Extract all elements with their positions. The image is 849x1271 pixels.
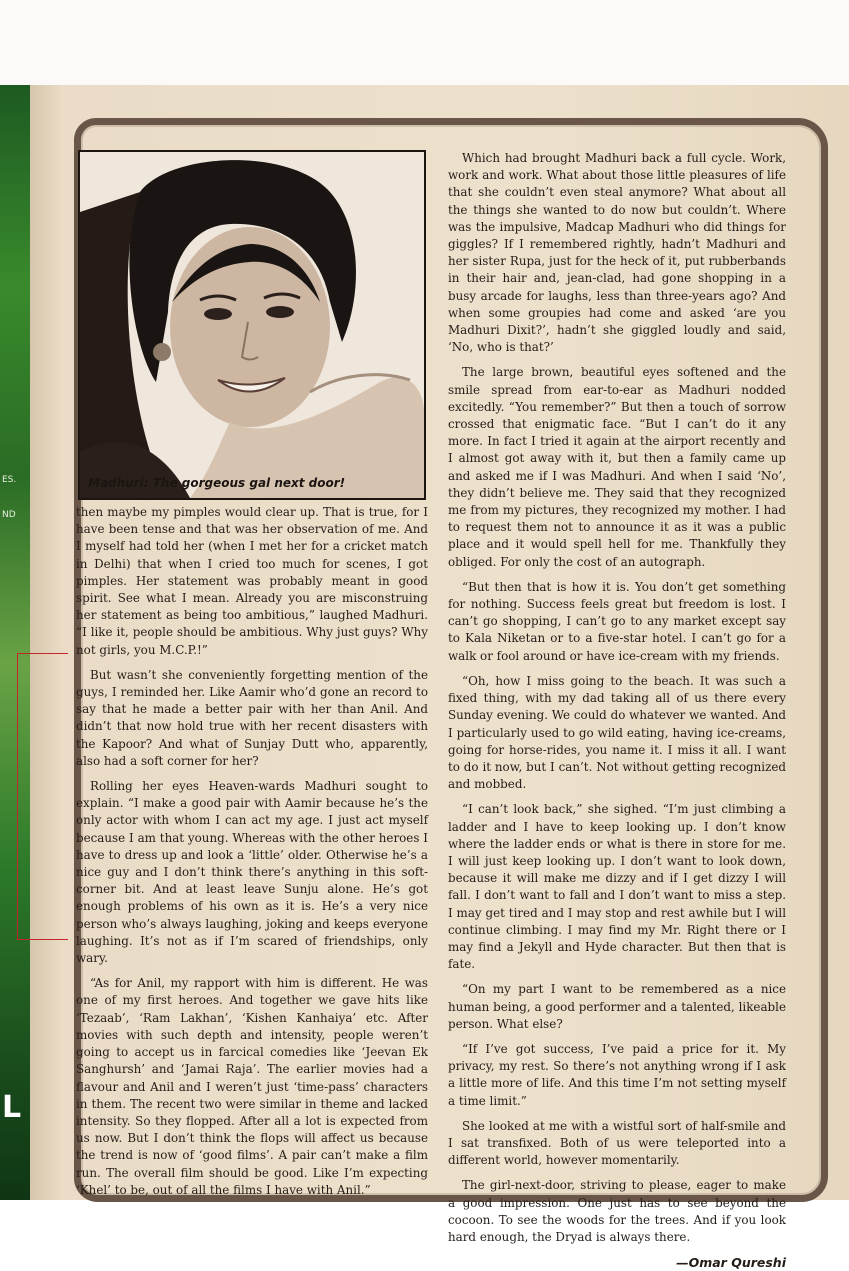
paragraph: Which had brought Madhuri back a full cycle. Work, work and work. What about those little pleasures of life that she couldn’t even steal anymore? What about all the things she wanted to do now but couldn’t. Where was the impulsive, Madcap Madhuri who did things for giggles? If I remembered rightly, hadn’t Madhuri and her sister Rupa, just for the heck of it, put rubberbands in their hair and, jean-clad, had gone shopping in a busy arcade for laughs, less than three-years ago? And when some groupies had come and asked ‘are you Madhuri Dixit?’, hadn’t she giggled loudly and said, ‘No, who is that?’ <box>448 151 786 355</box>
article-body <box>76 150 786 1271</box>
paragraph: “If I’ve got success, I’ve paid a price for it. My privacy, my rest. So there’s not anything wrong if I ask a little more of life. And this time I’m not setting myself a time limit.” <box>448 1041 786 1108</box>
author-byline: —Omar Qureshi <box>676 1255 786 1271</box>
madhuri-portrait <box>78 150 426 500</box>
paragraph: The girl-next-door, striving to please, eager to make a good impression. One just has to see beyond the cocoon. To see the woods for the trees. And if you look hard enough, the Dryad is always there. <box>448 1178 786 1244</box>
paragraph: “As for Anil, my rapport with him is different. He was one of my first heroes. And together we gave hits like ‘Tezaab’, ‘Ram Lakhan’, ‘Kishen Kanhaiya’ etc. After movies with such depth and intensity, people weren’t going to accept us in farcical comedies like ‘Jeevan Ek Sanghursh’ and ‘Jamai Raja’. The earlier movies had a flavour and Anil and I weren’t just ‘time-pass’ characters in them. The recent two were similar in theme and lacked intensity. So they flopped. After all a lot is expected from us now. But I don’t think the flops will affect us because the trend is now of ‘good films’. A pair can’t make a film run. The overall film should be good. Like I’m expecting ‘Khel’ to be, out of all the films I have with Anil.” <box>76 976 428 1197</box>
adjacent-page-fragment: ND <box>2 510 16 520</box>
paragraph: “Oh, how I miss going to the beach. It was such a fixed thing, with my dad taking all of us there every Sunday evening. We could do whatever we wanted. And I particularly used to go wild eating, having ice-creams, going for horse-rides, you name it. I miss it all. I want to do it now, but I can’t. Not without getting recognized and mobbed. <box>448 673 786 792</box>
adjacent-page-code: 7049 <box>0 1235 26 1246</box>
paragraph: “But then that is how it is. You don’t get something for nothing. Success feels great but freedom is lost. I can’t go shopping, I can’t go to any market except say to Kala Niketan or to a five-star hotel. I can’t go for a walk or fool around or have ice-cream with my friends. <box>448 579 786 663</box>
paragraph: “I can’t look back,” she sighed. “I’m just climbing a ladder and I have to keep looking up. I don’t know where the ladder ends or what is there in store for me. I will just keep looking up. I don’t want to look down, because it will make me dizzy and if I get dizzy I will fall. I don’t want to fall and I don’t want to miss a step. I may get tired and I may stop and rest awhile but I will continue climbing. I may find my Mr. Right there or I may find a Jekyll and Hyde character. But then that is fate. <box>448 802 786 972</box>
paragraph: She looked at me with a wistful sort of half-smile and I sat transfixed. Both of us were teleported into a different world, however momentarily. <box>448 1118 786 1168</box>
scan-background <box>0 0 849 85</box>
photo-caption: Madhuri: The gorgeous gal next door! <box>88 475 346 490</box>
paragraph: then maybe my pimples would clear up. That is true, for I have been tense and that was her observation of me. And I myself had told her (when I met her for a cricket match in Delhi) that when I cried too much for scenes, I got pimples. Her statement was probably meant in good spirit. See what I mean. Already you are misconstruing her statement as being too ambitious,” laughed Madhuri. “I like it, people should be ambitious. Why just guys? Why not girls, you M.C.P.!” <box>76 505 428 657</box>
paragraph: The large brown, beautiful eyes softened and the smile spread from ear-to-ear as Madhuri nodded excitedly. “You remember?” But then a touch of sorrow crossed that enigmatic face. “But I can’t do it any more. In fact I tried it again at the airport recently and I almost got away with it, but then a family came up and asked me if I was Madhuri. And when I said ‘No’, they didn’t believe me. They said that they recognized me from my pictures, they recognized my mother. I had to request them not to announce it as it was a public place and it would spell hell for me. Thankfully they obliged. For only the cost of an autograph. <box>448 365 786 569</box>
adjacent-page-photo <box>0 85 30 1246</box>
left-column <box>76 150 428 1207</box>
right-column <box>448 150 786 1271</box>
paragraph: But wasn’t she conveniently forgetting mention of the guys, I reminded her. Like Aamir who’d gone an record to say that he made a better pair with her than Anil. And didn’t that now hold true with her recent disasters with the Kapoor? And what of Sunjay Dutt who, apparently, also had a soft corner for her? <box>76 667 428 768</box>
paragraph: Rolling her eyes Heaven-wards Madhuri sought to explain. “I make a good pair with Aamir because he’s the only actor with whom I can act my age. I just act myself because I am that young. Whereas with the other heroes I have to dress up and look a ‘little’ older. Otherwise he’s a nice guy and I don’t think there’s anything in this soft-corner bit. And at least leave Sunju alone. He’s got enough problems of his own as it is. He’s a very nice person who’s always laughing, joking and keeps everyone laughing. It’s not as if I’m scared of friendships, only wary. <box>76 779 428 966</box>
adjacent-page-fragment: ES. <box>2 475 17 485</box>
red-margin-bracket <box>17 653 68 940</box>
paragraph: “On my part I want to be remembered as a nice human being, a good performer and a talented, likeable person. What else? <box>448 982 786 1031</box>
portrait-illustration <box>80 152 424 498</box>
adjacent-page-letter: L <box>2 1090 22 1125</box>
